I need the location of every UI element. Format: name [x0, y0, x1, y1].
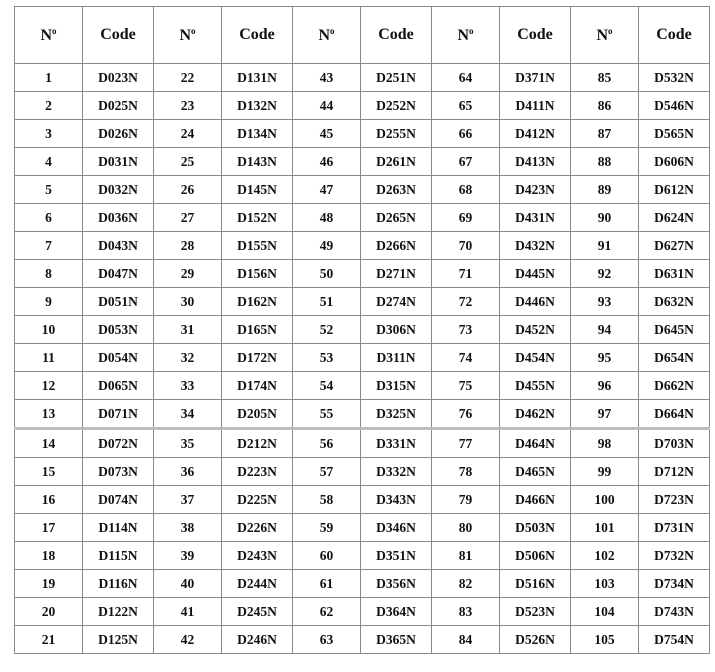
number-cell: 43 — [293, 64, 361, 92]
code-cell: D332N — [361, 458, 432, 486]
number-cell: 72 — [432, 288, 500, 316]
code-cell: D723N — [639, 486, 710, 514]
number-cell: 12 — [15, 372, 83, 400]
table-row — [15, 288, 710, 316]
header-code — [361, 7, 432, 64]
header-superscript: o — [52, 25, 57, 36]
code-cell: D413N — [500, 148, 571, 176]
number-cell: 66 — [432, 120, 500, 148]
code-cell: D261N — [361, 148, 432, 176]
header-label: Code — [656, 26, 692, 43]
number-cell: 7 — [15, 232, 83, 260]
code-cell: D632N — [639, 288, 710, 316]
number-cell: 8 — [15, 260, 83, 288]
code-cell: D054N — [83, 344, 154, 372]
number-cell: 58 — [293, 486, 361, 514]
table-row — [15, 458, 710, 486]
code-cell: D114N — [83, 514, 154, 542]
code-cell: D036N — [83, 204, 154, 232]
number-cell: 87 — [571, 120, 639, 148]
header-label: Code — [239, 26, 275, 43]
number-cell: 67 — [432, 148, 500, 176]
number-cell: 40 — [154, 570, 222, 598]
number-cell: 41 — [154, 598, 222, 626]
code-table-container — [14, 6, 708, 654]
number-cell: 73 — [432, 316, 500, 344]
code-cell: D274N — [361, 288, 432, 316]
code-cell: D732N — [639, 542, 710, 570]
code-cell: D503N — [500, 514, 571, 542]
code-cell: D255N — [361, 120, 432, 148]
header-code — [83, 7, 154, 64]
number-cell: 57 — [293, 458, 361, 486]
number-cell: 16 — [15, 486, 83, 514]
code-cell: D664N — [639, 400, 710, 429]
code-cell: D263N — [361, 176, 432, 204]
code-cell: D365N — [361, 626, 432, 654]
number-cell: 31 — [154, 316, 222, 344]
code-cell: D225N — [222, 486, 293, 514]
code-cell: D122N — [83, 598, 154, 626]
code-cell: D246N — [222, 626, 293, 654]
code-cell: D116N — [83, 570, 154, 598]
code-cell: D631N — [639, 260, 710, 288]
header-label: Code — [517, 26, 553, 43]
table-row — [15, 316, 710, 344]
number-cell: 104 — [571, 598, 639, 626]
code-cell: D462N — [500, 400, 571, 429]
code-cell: D162N — [222, 288, 293, 316]
code-cell: D265N — [361, 204, 432, 232]
table-row — [15, 570, 710, 598]
number-cell: 99 — [571, 458, 639, 486]
number-cell: 75 — [432, 372, 500, 400]
code-cell: D734N — [639, 570, 710, 598]
code-cell: D532N — [639, 64, 710, 92]
code-cell: D212N — [222, 429, 293, 458]
number-cell: 19 — [15, 570, 83, 598]
header-number — [571, 7, 639, 64]
code-cell: D346N — [361, 514, 432, 542]
code-cell: D243N — [222, 542, 293, 570]
table-row — [15, 400, 710, 429]
number-cell: 44 — [293, 92, 361, 120]
number-cell: 54 — [293, 372, 361, 400]
code-cell: D025N — [83, 92, 154, 120]
number-cell: 39 — [154, 542, 222, 570]
number-cell: 102 — [571, 542, 639, 570]
code-cell: D266N — [361, 232, 432, 260]
number-cell: 78 — [432, 458, 500, 486]
number-cell: 61 — [293, 570, 361, 598]
number-cell: 3 — [15, 120, 83, 148]
code-cell: D251N — [361, 64, 432, 92]
code-cell: D371N — [500, 64, 571, 92]
number-cell: 81 — [432, 542, 500, 570]
number-cell: 2 — [15, 92, 83, 120]
header-superscript: o — [330, 25, 335, 36]
header-number — [15, 7, 83, 64]
number-cell: 35 — [154, 429, 222, 458]
code-cell: D364N — [361, 598, 432, 626]
number-cell: 13 — [15, 400, 83, 429]
header-number — [293, 7, 361, 64]
number-cell: 89 — [571, 176, 639, 204]
header-label: N — [179, 26, 192, 44]
code-cell: D145N — [222, 176, 293, 204]
number-cell: 55 — [293, 400, 361, 429]
code-cell: D271N — [361, 260, 432, 288]
number-cell: 21 — [15, 626, 83, 654]
table-row — [15, 514, 710, 542]
code-cell: D174N — [222, 372, 293, 400]
number-cell: 22 — [154, 64, 222, 92]
code-cell: D132N — [222, 92, 293, 120]
number-cell: 50 — [293, 260, 361, 288]
number-cell: 69 — [432, 204, 500, 232]
code-cell: D073N — [83, 458, 154, 486]
number-cell: 60 — [293, 542, 361, 570]
header-label: Code — [100, 26, 136, 43]
code-cell: D356N — [361, 570, 432, 598]
number-cell: 53 — [293, 344, 361, 372]
number-cell: 98 — [571, 429, 639, 458]
number-cell: 51 — [293, 288, 361, 316]
number-cell: 97 — [571, 400, 639, 429]
number-cell: 11 — [15, 344, 83, 372]
number-cell: 6 — [15, 204, 83, 232]
number-cell: 24 — [154, 120, 222, 148]
code-cell: D172N — [222, 344, 293, 372]
code-cell: D053N — [83, 316, 154, 344]
code-cell: D523N — [500, 598, 571, 626]
number-cell: 17 — [15, 514, 83, 542]
number-cell: 93 — [571, 288, 639, 316]
number-cell: 29 — [154, 260, 222, 288]
code-cell: D244N — [222, 570, 293, 598]
number-cell: 84 — [432, 626, 500, 654]
code-cell: D465N — [500, 458, 571, 486]
table-row — [15, 542, 710, 570]
number-cell: 65 — [432, 92, 500, 120]
code-cell: D731N — [639, 514, 710, 542]
code-cell: D156N — [222, 260, 293, 288]
number-cell: 18 — [15, 542, 83, 570]
header-code — [500, 7, 571, 64]
code-cell: D152N — [222, 204, 293, 232]
code-cell: D423N — [500, 176, 571, 204]
header-code — [222, 7, 293, 64]
number-cell: 71 — [432, 260, 500, 288]
code-cell: D516N — [500, 570, 571, 598]
code-cell: D155N — [222, 232, 293, 260]
number-cell: 94 — [571, 316, 639, 344]
code-cell: D325N — [361, 400, 432, 429]
number-cell: 45 — [293, 120, 361, 148]
number-cell: 90 — [571, 204, 639, 232]
number-cell: 33 — [154, 372, 222, 400]
header-superscript: o — [469, 25, 474, 36]
header-label: N — [457, 26, 470, 44]
code-cell: D223N — [222, 458, 293, 486]
number-cell: 23 — [154, 92, 222, 120]
table-row — [15, 92, 710, 120]
code-cell: D412N — [500, 120, 571, 148]
code-cell: D125N — [83, 626, 154, 654]
code-cell: D654N — [639, 344, 710, 372]
number-cell: 36 — [154, 458, 222, 486]
number-cell: 96 — [571, 372, 639, 400]
code-cell: D031N — [83, 148, 154, 176]
code-cell: D032N — [83, 176, 154, 204]
number-cell: 1 — [15, 64, 83, 92]
code-cell: D464N — [500, 429, 571, 458]
header-label: N — [40, 26, 53, 44]
code-cell: D432N — [500, 232, 571, 260]
number-cell: 83 — [432, 598, 500, 626]
code-cell: D452N — [500, 316, 571, 344]
code-cell: D526N — [500, 626, 571, 654]
header-number — [432, 7, 500, 64]
number-cell: 47 — [293, 176, 361, 204]
table-row — [15, 372, 710, 400]
code-cell: D311N — [361, 344, 432, 372]
code-cell: D743N — [639, 598, 710, 626]
header-label: Code — [378, 26, 414, 43]
number-cell: 5 — [15, 176, 83, 204]
number-cell: 88 — [571, 148, 639, 176]
header-row — [15, 7, 710, 64]
table-row — [15, 204, 710, 232]
code-cell: D245N — [222, 598, 293, 626]
number-cell: 79 — [432, 486, 500, 514]
number-cell: 59 — [293, 514, 361, 542]
code-cell: D205N — [222, 400, 293, 429]
code-cell: D074N — [83, 486, 154, 514]
number-cell: 101 — [571, 514, 639, 542]
code-cell: D252N — [361, 92, 432, 120]
number-cell: 92 — [571, 260, 639, 288]
code-cell: D047N — [83, 260, 154, 288]
code-cell: D455N — [500, 372, 571, 400]
code-cell: D065N — [83, 372, 154, 400]
table-row — [15, 598, 710, 626]
code-cell: D331N — [361, 429, 432, 458]
code-cell: D071N — [83, 400, 154, 429]
number-cell: 95 — [571, 344, 639, 372]
number-cell: 4 — [15, 148, 83, 176]
table-row — [15, 64, 710, 92]
number-cell: 48 — [293, 204, 361, 232]
number-cell: 64 — [432, 64, 500, 92]
table-row — [15, 626, 710, 654]
number-cell: 68 — [432, 176, 500, 204]
code-cell: D662N — [639, 372, 710, 400]
code-cell: D627N — [639, 232, 710, 260]
number-cell: 30 — [154, 288, 222, 316]
number-cell: 105 — [571, 626, 639, 654]
number-cell: 85 — [571, 64, 639, 92]
code-cell: D351N — [361, 542, 432, 570]
number-cell: 63 — [293, 626, 361, 654]
code-cell: D131N — [222, 64, 293, 92]
header-superscript: o — [608, 25, 613, 36]
code-cell: D143N — [222, 148, 293, 176]
number-cell: 38 — [154, 514, 222, 542]
number-cell: 77 — [432, 429, 500, 458]
code-cell: D431N — [500, 204, 571, 232]
header-label: N — [596, 26, 609, 44]
code-cell: D306N — [361, 316, 432, 344]
code-cell: D606N — [639, 148, 710, 176]
code-cell: D645N — [639, 316, 710, 344]
number-cell: 62 — [293, 598, 361, 626]
number-cell: 82 — [432, 570, 500, 598]
number-cell: 26 — [154, 176, 222, 204]
code-cell: D754N — [639, 626, 710, 654]
code-cell: D165N — [222, 316, 293, 344]
number-cell: 27 — [154, 204, 222, 232]
header-number — [154, 7, 222, 64]
number-cell: 86 — [571, 92, 639, 120]
code-cell: D466N — [500, 486, 571, 514]
number-cell: 15 — [15, 458, 83, 486]
table-row — [15, 486, 710, 514]
number-cell: 80 — [432, 514, 500, 542]
code-cell: D506N — [500, 542, 571, 570]
number-cell: 56 — [293, 429, 361, 458]
number-cell: 103 — [571, 570, 639, 598]
number-cell: 46 — [293, 148, 361, 176]
number-cell: 14 — [15, 429, 83, 458]
number-cell: 37 — [154, 486, 222, 514]
number-cell: 32 — [154, 344, 222, 372]
table-row — [15, 176, 710, 204]
code-table — [14, 6, 710, 654]
header-code — [639, 7, 710, 64]
code-cell: D023N — [83, 64, 154, 92]
table-row — [15, 429, 710, 458]
code-cell: D343N — [361, 486, 432, 514]
code-cell: D446N — [500, 288, 571, 316]
code-cell: D445N — [500, 260, 571, 288]
number-cell: 70 — [432, 232, 500, 260]
header-superscript: o — [191, 25, 196, 36]
code-cell: D546N — [639, 92, 710, 120]
table-row — [15, 232, 710, 260]
number-cell: 52 — [293, 316, 361, 344]
table-row — [15, 148, 710, 176]
number-cell: 10 — [15, 316, 83, 344]
code-cell: D072N — [83, 429, 154, 458]
code-cell: D612N — [639, 176, 710, 204]
code-cell: D315N — [361, 372, 432, 400]
number-cell: 49 — [293, 232, 361, 260]
number-cell: 42 — [154, 626, 222, 654]
table-row — [15, 120, 710, 148]
number-cell: 20 — [15, 598, 83, 626]
number-cell: 25 — [154, 148, 222, 176]
table-row — [15, 260, 710, 288]
code-cell: D624N — [639, 204, 710, 232]
code-cell: D134N — [222, 120, 293, 148]
number-cell: 76 — [432, 400, 500, 429]
code-cell: D226N — [222, 514, 293, 542]
number-cell: 34 — [154, 400, 222, 429]
number-cell: 100 — [571, 486, 639, 514]
code-cell: D712N — [639, 458, 710, 486]
number-cell: 91 — [571, 232, 639, 260]
code-cell: D115N — [83, 542, 154, 570]
code-cell: D043N — [83, 232, 154, 260]
table-row — [15, 344, 710, 372]
code-cell: D051N — [83, 288, 154, 316]
table-body — [15, 64, 710, 654]
code-cell: D703N — [639, 429, 710, 458]
number-cell: 74 — [432, 344, 500, 372]
code-cell: D411N — [500, 92, 571, 120]
number-cell: 28 — [154, 232, 222, 260]
header-label: N — [318, 26, 331, 44]
number-cell: 9 — [15, 288, 83, 316]
code-cell: D026N — [83, 120, 154, 148]
code-cell: D454N — [500, 344, 571, 372]
code-cell: D565N — [639, 120, 710, 148]
